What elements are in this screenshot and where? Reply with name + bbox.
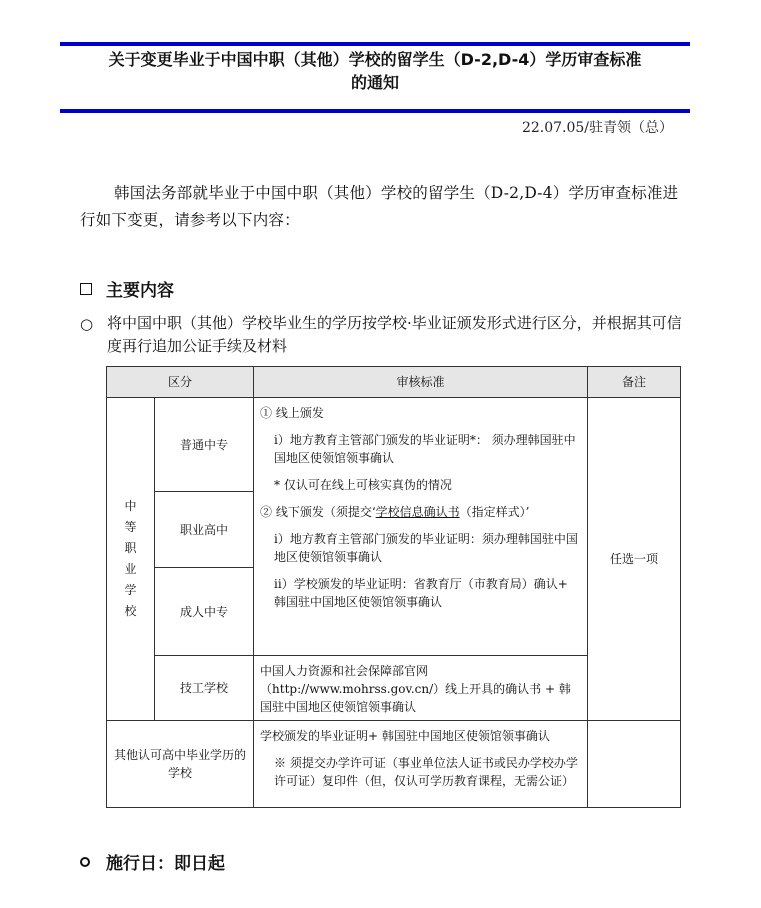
reference-number: 22.07.05/驻青领（总） (521, 120, 673, 136)
ring-bullet-icon (80, 857, 90, 867)
criteria-table (106, 366, 681, 808)
checkbox-square-icon (80, 283, 92, 295)
offline-item-i: i）地方教育主管部门颁发的毕业证明：须办理韩国驻中国地区使领馆领事确认 (274, 532, 578, 564)
table-row (107, 721, 681, 808)
subcategory-adult-vocational: 成人中专 (155, 568, 254, 656)
online-item-i: i）地方教育主管部门颁发的毕业证明*： 须办理韩国驻中国地区使领馆领事确认 (274, 433, 576, 465)
bullet-text: 将中国中职（其他）学校毕业生的学历按学校·毕业证颁发形式进行区分，并根据其可信度再行追加公证手续及材料 (107, 314, 682, 355)
school-info-form-link[interactable]: 学校信息确认书 (375, 505, 460, 519)
header-standard: 审核标准 (254, 367, 588, 398)
other-standard-line2: ※ 须提交办学许可证（事业单位法人证书或民办学校办学许可证）复印件（但，仅认可学历教育课程，无需公证） (274, 756, 578, 788)
title-line-2: 的通知 (350, 73, 399, 92)
subcategory-general-vocational: 普通中专 (155, 398, 254, 492)
intro-paragraph: 韩国法务部就毕业于中国中职（其他）学校的留学生（D-2,D-4）学历审查标准进行如下变更，请参考以下内容： (80, 184, 679, 229)
header-note: 备注 (588, 367, 681, 398)
other-note (588, 721, 681, 808)
section-heading (80, 276, 174, 301)
document-title (60, 48, 690, 94)
title-bottom-rule (60, 109, 690, 113)
offline-item-ii: ii）学校颁发的毕业证明：省教育厅（市教育局）确认+ 韩国驻中国地区使领馆领事确认 (274, 577, 568, 609)
title-top-rule (60, 42, 690, 46)
other-category: 其他认可高中毕业学历的学校 (107, 721, 254, 808)
effective-date-text: 施行日：即日起 (106, 854, 225, 874)
standard-cell (254, 398, 588, 656)
title-line-1: 关于变更毕业于中国中职（其他）学校的留学生（D-2,D-4）学历审查标准 (108, 50, 642, 69)
effective-date-heading (80, 849, 225, 874)
technical-standard: 中国人力资源和社会保障部官网（http://www.mohrss.gov.cn/）线上开具的确认书 + 韩国驻中国地区使领馆领事确认 (254, 656, 588, 721)
other-standard-line1: 学校颁发的毕业证明+ 韩国驻中国地区使领馆领事确认 (260, 729, 550, 743)
note-cell: 任选一项 (588, 398, 681, 721)
table-header-row (107, 367, 681, 398)
circle-bullet-icon: ○ (80, 315, 94, 333)
category-vocational-school: 中 等 职 业 学 校 (107, 398, 155, 721)
other-standard (254, 721, 588, 808)
offline-title: ② 线下颁发（须提交‘学校信息确认书（指定样式）’ (260, 505, 530, 519)
header-category: 区分 (107, 367, 254, 398)
subcategory-vocational-high: 职业高中 (155, 492, 254, 568)
table-row (107, 398, 681, 492)
online-title: ① 线上颁发 (260, 406, 324, 420)
online-note: * 仅认可在线上可核实真伪的情况 (274, 478, 452, 492)
bullet-item (80, 312, 692, 358)
section-heading-text: 主要内容 (106, 281, 174, 301)
subcategory-technical-school: 技工学校 (155, 656, 254, 721)
